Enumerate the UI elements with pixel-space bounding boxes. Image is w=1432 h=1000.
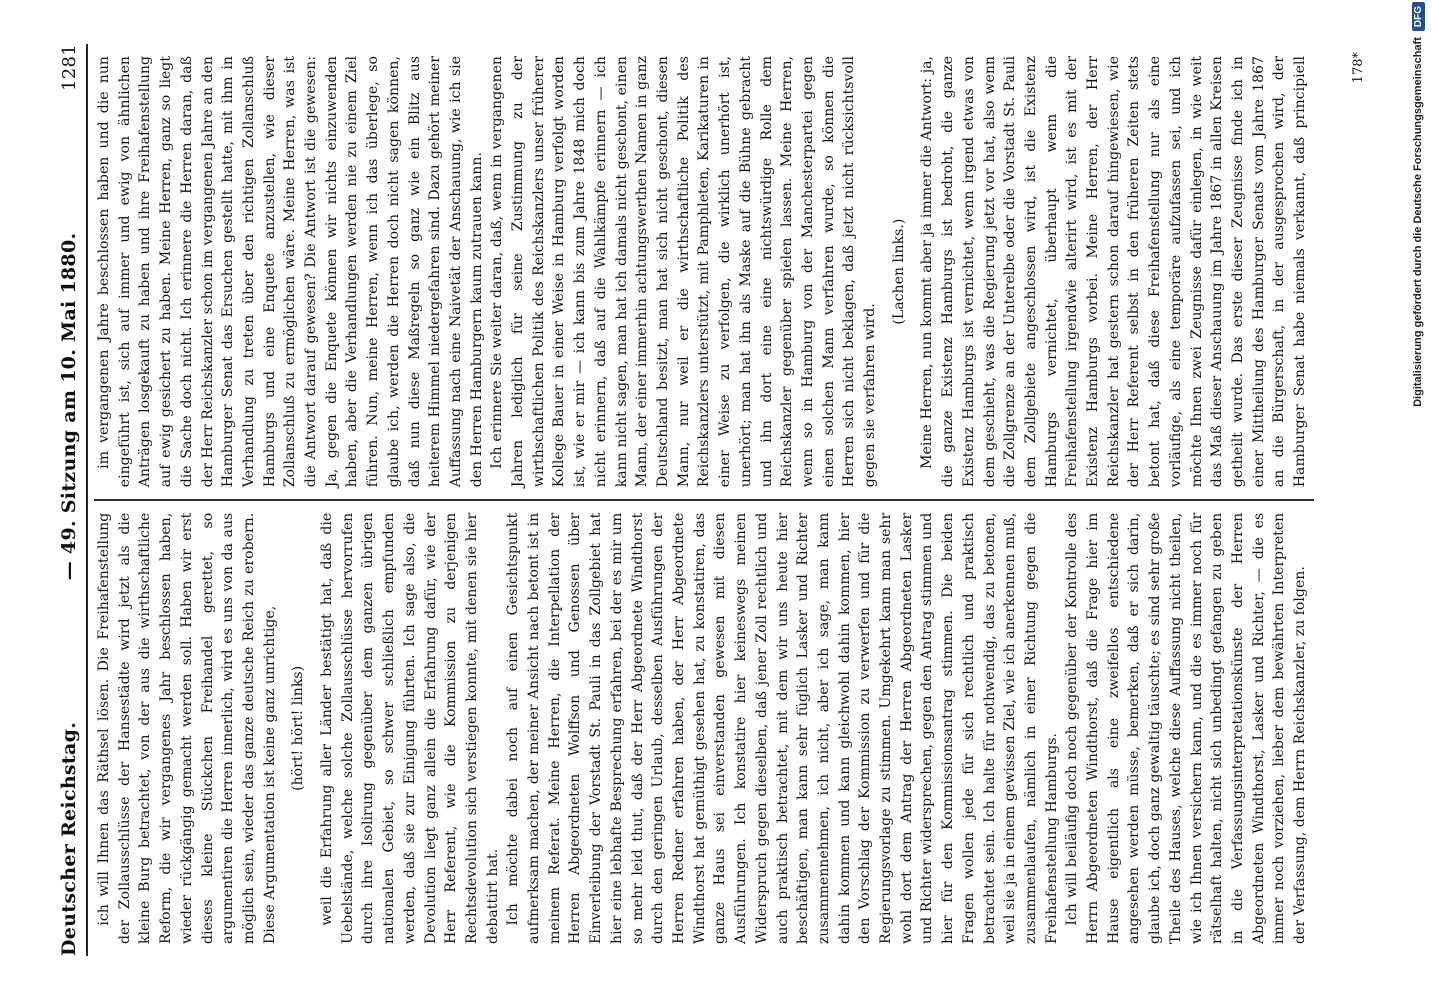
paragraph: weil die Erfahrung aller Länder bestätigt hat, daß die Uebelstände, welche solche Zollausschlüsse hervorrufen durch ihre Isolirung gegenüber dem ganzen übrigen nationalen Gebiet, so schwer schließlich empfunden werden, daß sie zur Einigung führten. Ich sage also, die Devolution liegt ganz allein die Erfahrung dafür, wie der Herr Referent, wie die Kommission zu derjenigen Rechtsdevolution sich verstiegen konnte, mit denen sie hier debattirt hat. <box>319 512 501 944</box>
newspaper-page <box>48 18 1384 982</box>
right-column <box>94 44 1314 499</box>
paragraph: Ich will beiläufig doch noch gegenüber der Kontrolle des Herrn Abgeordneten Windthorst, daß die Frage hier im Hause eigentlich als eine zweifellos entschiedene angesehen werden müsse, bemerken, daß er sich darin, glaube ich, doch ganz gewaltig täuschte; es sind sehr große Theile des Hauses, welche diese Auffassung nicht theilen, wie ich Ihnen versichern kann, und die es immer noch für rätselhaft halten, nicht sich unbedingt gefangen zu geben in die Verfassungsinterpretationskünste der Herren Abgeordneten Windthorst, Lasker und Richter, — die es immer noch vorziehen, lieber dem bewährten Interpreten der Verfassung, dem Herrn Reichskanzler, zu folgen. <box>1064 512 1309 944</box>
paragraph: Ich erinnere Sie weiter daran, daß, wenn in vergangenen Jahren lediglich für seine Zustimmung zu der wirthschaftlichen Politik des Reichskanzlers unser früherer Kollege Bauer in einer Weise in Hamburg verfolgt worden ist, wie er mir — ich kann bis zum Jahre 1848 mich doch nicht erinnern, daß auf die Wahlkämpfe erinnern — ich kann nicht sagen, man hat ich damals nicht geschont, einen Mann, der einer immerhin achtungswerthen Namen in ganz Deutschland besitzt, man hat sich nicht geschont, diesen Mann, nur weil er die wirthschaftliche Politik des Reichskanzlers unterstützt, mit Pamphleten, Karikaturen in einer Weise zu verfolgen, die wirklich unerhört ist, unerhört; man hat ihn als Maske auf die Bühne gebracht und ihn dort eine eine nichtswürdige Rolle dem Reichskanzler gegenüber spielen lassen. Meine Herren, wenn so in Hamburg von der Manchesterpartei gegen einen solchen Mann verfahren wurde, so können die Herren sich nicht beklagen, daß jetzt nicht rücksichtsvoll gegen sie verfahren wird. <box>489 56 879 488</box>
column-divider <box>94 499 1314 501</box>
paragraph: Ich möchte dabei noch auf einen Gesichtspunkt aufmerksam machen, der meiner Ansicht nach betont ist in meinem Referat. Meine Herren, die Interpellation der Herren Abgeordneten Wolffson und Genossen über Einverleibung der Vorstadt St. Pauli in das Zollgebiet hat hier eine lebhafte Besprechung erfahren, bei der es mir um so mehr leid thut, daß der Herr Abgeordnete Windthorst durch den geringen Urlaub, desselben Ausführungen der Herren Redner erfahren haben, der Herr Abgeordnete Windthorst hat gemüthigt gesehen hat, zu konstatiren, das ganze Haus sei einverstanden gewesen mit diesen Ausführungen. Ich konstatire hier keineswegs meinen Widerspruch gegen dieselben, daß jener Zoll rechtlich und auch praktisch betrachtet, mit dem wir uns heute hier beschäftigen, man kann sehr füglich Lasker und Richter zusammennehmen, ich nicht, aber ich sage, man kann dahin kommen und kann gleichwohl dahin kommen, hier den Vorschlag der Kommission zu verwerfen und für die Regierungsvorlage zu stimmen. Umgekehrt kann man sehr wohl dort dem Antrag der Herren Abgeordneten Lasker und Richter widersprechen, gegen den Antrag stimmen und hier für den Kommissionsantrag stimmen. Die beiden Fragen wollen jede für sich rechtlich und praktisch betrachtet sein. Ich halte für nothwendig, das zu betonen, weil sie ja in einem gewissen Ziel, wie ich anerkennen muß, zusammenlaufen, nämlich in einer Richtung gegen die Freihafenstellung Hamburgs. <box>505 512 1060 944</box>
page-header <box>58 44 88 956</box>
left-column <box>94 501 1314 956</box>
paragraph: ich will Ihnen das Räthsel lösen. Die Freihafenstellung der Zollausschlüsse der Hansestädte wird jetzt als die kleine Burg betrachtet, von der aus die wirthschaftliche Reform, die wir vergangenes Jahr beschlossen haben, wieder rückgängig gemacht werden soll. Haben wir erst dieses kleine Stückchen Freihandel gerettet, so argumentiren die Herren innerlich, wird es uns von da aus möglich sein, wieder das ganze deutsche Reich zu erobern. Diese Argumentation ist keine ganz unrichtige, <box>96 512 278 944</box>
page-number: 1281 <box>59 44 80 92</box>
paragraph: im vergangenen Jahre beschlossen haben und die nun eingeführt ist, sich auf immer und ewig von ähnlichen Anträgen losgekauft zu haben und ihre Freihafenstellung auf ewig gesichert zu haben. Meine Herren, ganz so liegt die Sache doch nicht. Ich erinnere die Herren daran, daß der Herr Reichskanzler schon im vergangenen Jahre an den Hamburger Senat das Ersuchen gestellt hatte, mit ihm in Verhandlung zu treten über den richtigen Zollanschluß Hamburgs und eine Enquete anzustellen, wie dieser Zollanschluß zu ermöglichen wäre. Meine Herren, was ist die Antwort darauf gewesen? Die Antwort ist die gewesen: Ja, gegen die Enquete können wir nichts einzuwenden haben, aber die Verhandlungen werden nie zu einem Ziel führen. Nun, meine Herren, wenn ich das überlege, so glaube ich, werden die Herren doch nicht sagen können, daß nun diese Maßregeln so ganz wie ein Blitz aus heiterem Himmel niedergefahren sind. Dazu gehört meiner Auffassung nach eine Naivetät der Anschauung, wie ich sie den Herren Hamburgern kaum zutrauen kann. <box>96 56 485 488</box>
interjection: (hört! hört! links) <box>290 665 307 791</box>
interjection: (Lachen links.) <box>890 218 907 325</box>
signature-mark: 178* <box>1351 52 1366 84</box>
paragraph: Meine Herren, nun kommt aber ja immer die Antwort: ja, die ganze Existenz Hamburgs ist bedroht, die ganze Existenz Hamburgs ist vernichtet, wenn irgend etwas von dem geschieht, was die Regierung jetzt vor hat, also wenn die Zollgrenze an der Unterelbe oder die Vorstadt St. Pauli dem Zollgebiete angeschlossen wird, ist die Existenz Hamburgs vernichtet, überhaupt wenn die Freihafenstellung irgendwie alterirt wird, ist es mit der Existenz Hamburgs vorbei. Meine Herren, der Herr Reichskanzler hat gestern schon darauf hingewiesen, wie der Herr Referent selbst in den früheren Zeiten stets betont hat, daß diese Freihafenstellung nur als eine vorläufige, als eine temporäre aufzufassen sei, und ich möchte Ihnen zwei Zeugnisse dafür einlegen, in wie weit das Maß dieser Anschauung im Jahre 1867 in allen Kreisen getheilt wurde. Das erste dieser Zeugnisse finde ich in einer Mittheilung des Hamburger Senats vom Jahre 1867 an die Bürgerschaft, in der ausgesprochen wird, der Hamburger Senat habe niemals verkannt, daß principiell <box>919 56 1309 488</box>
digitization-credit <box>1407 2 1429 998</box>
text-columns <box>94 44 1314 956</box>
running-title: Deutscher Reichstag. <box>58 721 80 956</box>
dfg-logo: DFG <box>1412 2 1425 31</box>
session-title: — 49. Sitzung am 10. Mai 1880. <box>58 232 80 581</box>
credit-text: Digitalisierung gefördert durch die Deutsche Forschungsgemeinschaft <box>1412 37 1424 407</box>
